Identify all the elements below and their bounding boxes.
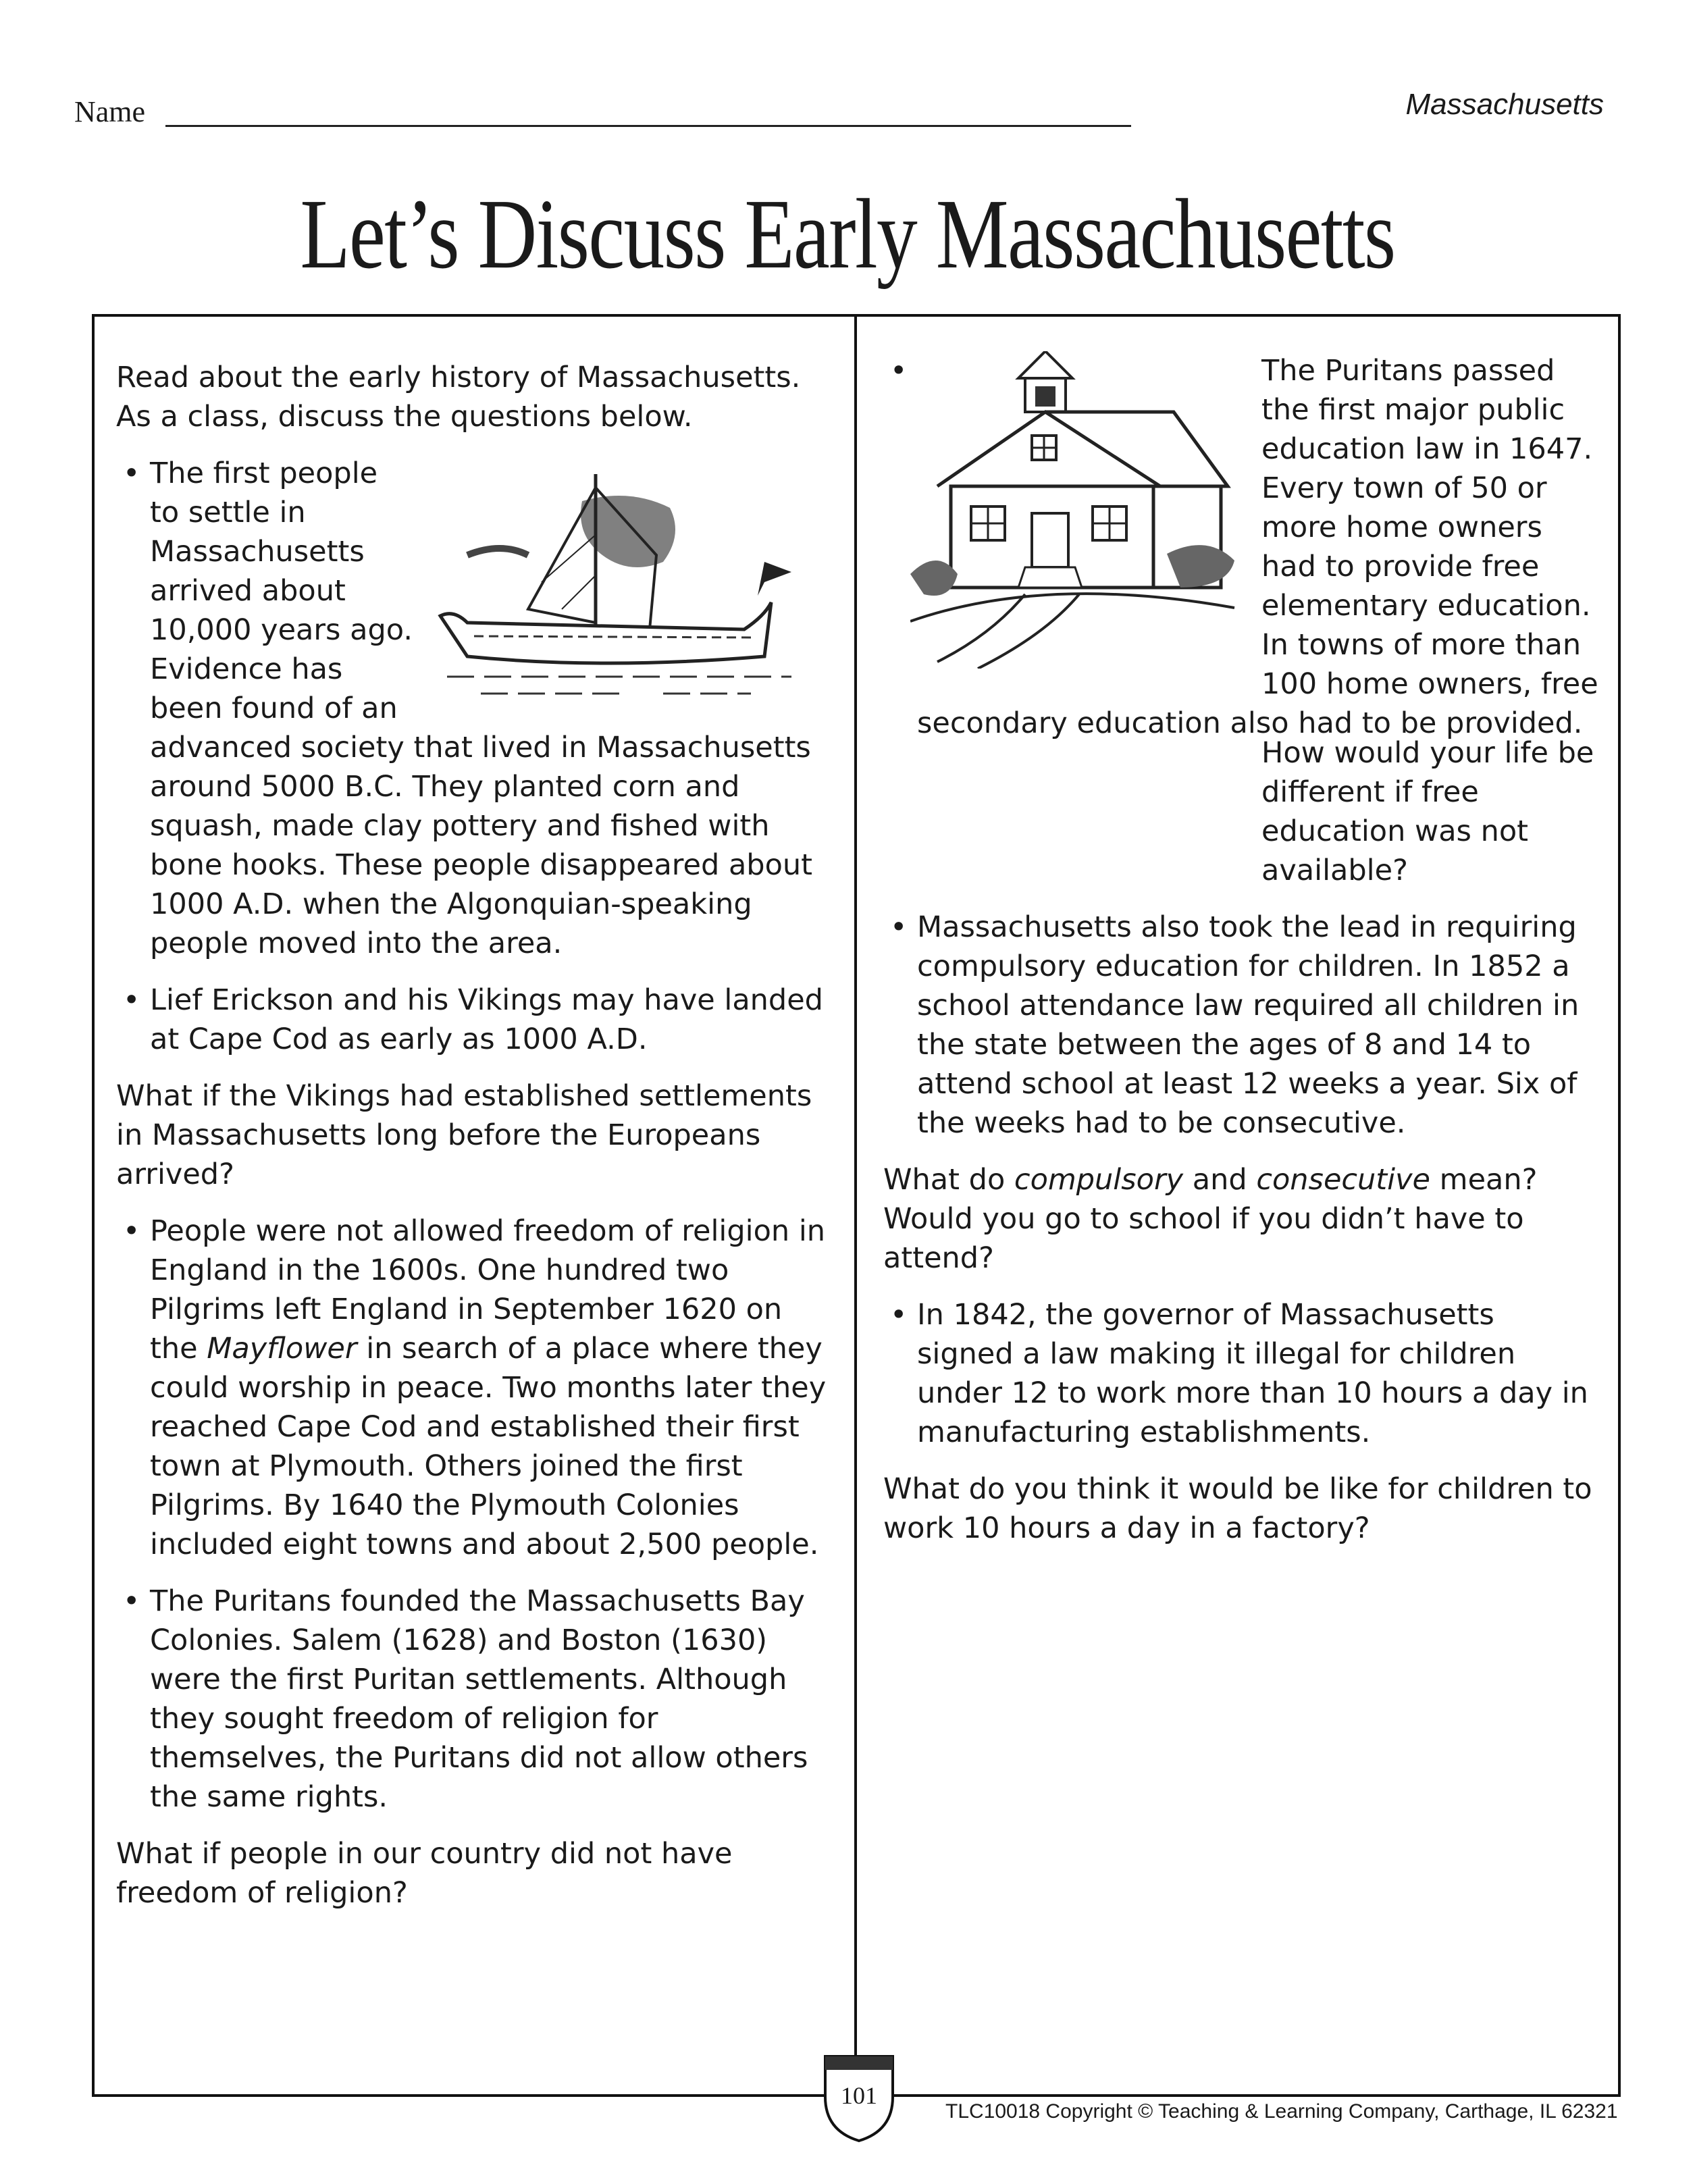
bullet-text: In 1842, the governor of Massachusetts signed a law making it illegal for children under 12 to work more than 10 hours a day in manufacturing establishments. — [917, 1298, 1588, 1449]
bullet-text: Massachusetts also took the lead in requiring compulsory education for children. In 1852 a school attendance law required all children in the state between the ages of 8 and 14 to attend school at least 12 weeks a year. Six of the weeks had to be consecutive. — [917, 910, 1580, 1140]
discussion-question: How would your life be different if free education was not available? — [1261, 736, 1594, 887]
bullet-text: The Puritans founded the Massachusetts Bay Colonies. Salem (1628) and Boston (1630) were the first Puritan settlements. Although they sought freedom of religion for themselves, the Puritans did not allow others the same rights. — [150, 1584, 808, 1814]
ship-name: Mayflower — [207, 1332, 357, 1366]
term-consecutive: consecutive — [1256, 1163, 1431, 1197]
bullet-text — [917, 354, 1598, 740]
right-column — [883, 351, 1599, 1565]
discussion-question: What if the Vikings had established settlements in Massachusetts long before the Europeans arrived? — [116, 1079, 812, 1191]
question-text-part: mean? Would you go to school if you didn’t have to attend? — [883, 1163, 1538, 1275]
bullet-text-part: People were not allowed freedom of religion in England in the 1600s. One hundred two Pilgrims left England in September 1620 on the — [150, 1214, 826, 1366]
page-title: Let’s Discuss Early Massachusetts — [300, 179, 1395, 290]
subject-label: Massachusetts — [1405, 88, 1604, 121]
name-label: Name — [74, 95, 146, 128]
name-blank-line — [165, 125, 1131, 127]
bullet-dot: • — [123, 1214, 140, 1248]
bullet-text-part: The Puritans passed the first major public education law in 1647. Every town of 50 or more home owners had to provide free elementary education. In towns of more than 100 home owners, free secondary education also had to be provided. — [917, 354, 1598, 740]
bullet-dot: • — [123, 983, 140, 1017]
discussion-question: What if people in our country did not have freedom of religion? — [116, 1837, 733, 1910]
bullet-dot: • — [890, 354, 908, 388]
viking-ship-illustration — [427, 461, 805, 710]
list-item — [116, 1212, 832, 1564]
list-item — [116, 454, 832, 963]
question-text-part: and — [1183, 1163, 1257, 1197]
bullet-dot: • — [123, 457, 140, 490]
bullet-text — [150, 1214, 826, 1561]
list-item — [883, 908, 1599, 1143]
discussion-question: What do you think it would be like for children to work 10 hours a day in a factory? — [883, 1472, 1592, 1545]
question-text-part: What do — [883, 1163, 1014, 1197]
bullet-dot: • — [890, 910, 908, 944]
list-item — [883, 351, 1599, 743]
list-item — [116, 1582, 832, 1817]
bullet-text-part: in search of a place where they could worship in peace. Two months later they reached Cape Cod and established their first town at Plymouth. Others joined the first Pilgrims. By 1640 the Plymouth Colonies included eight towns and about 2,500 people. — [150, 1332, 827, 1561]
list-item — [883, 1295, 1599, 1452]
bullet-dot: • — [123, 1584, 140, 1618]
bullet-text: Lief Erickson and his Vikings may have landed at Cape Cod as early as 1000 A.D. — [150, 983, 823, 1056]
page-number: 101 — [841, 2082, 877, 2109]
bullet-dot: • — [890, 1298, 908, 1332]
column-divider — [854, 314, 857, 2070]
bullet-text: The first people to settle in Massachusetts arrived about 10,000 years ago. Evidence has been found of an advanced society that lived in Massachusetts around 5000 B.C. They planted corn and squash, made clay pottery and fished with bone hooks. These people disappeared about 1000 A.D. when the Algonquian-speaking people moved into the area. — [150, 457, 813, 960]
copyright-notice: TLC10018 Copyright © Teaching & Learning Company, Carthage, IL 62321 — [945, 2100, 1618, 2123]
schoolhouse-illustration — [910, 351, 1248, 669]
list-item — [116, 981, 832, 1059]
discussion-question — [883, 1160, 1599, 1278]
intro-text: Read about the early history of Massachusetts. As a class, discuss the questions below. — [116, 361, 801, 434]
term-compulsory: compulsory — [1014, 1163, 1184, 1197]
left-column — [116, 358, 832, 1930]
